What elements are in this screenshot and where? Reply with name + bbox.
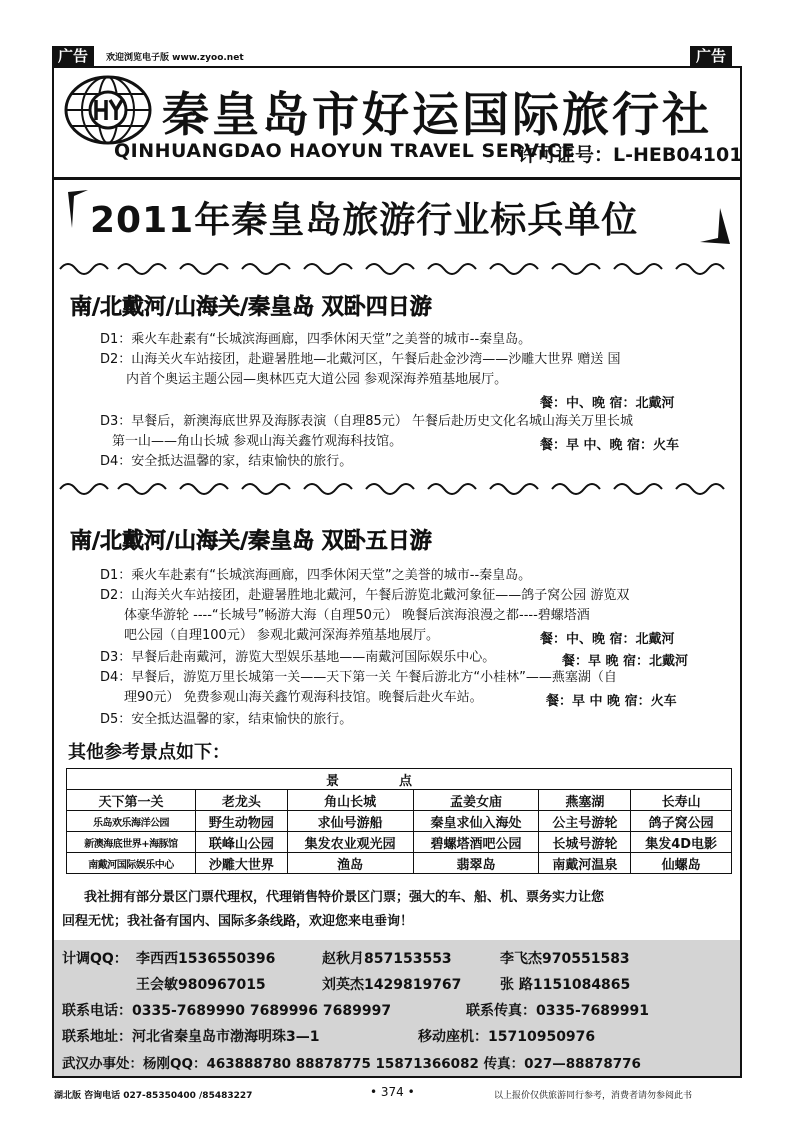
contact-address: 联系地址：河北省秦皇岛市渤海明珠3—1 xyxy=(62,1029,320,1045)
table-header: 景点 xyxy=(67,769,732,790)
browse-text: 欢迎浏览电子版 www.zyoo.net xyxy=(106,53,244,63)
tour2-meal-d4: 餐：早 中 晚 宿：火车 xyxy=(546,694,677,709)
tour2-line: D3：早餐后赴南戴河，游览大型娱乐基地——南戴河国际娱乐中心。 xyxy=(100,650,496,665)
company-header xyxy=(54,68,743,180)
ad-badge-right: 广告 xyxy=(690,46,732,66)
table-row xyxy=(67,853,732,874)
table-cell: 秦皇求仙入海处 xyxy=(413,811,539,832)
table-cell: 碧螺塔酒吧公园 xyxy=(413,832,539,853)
contact-fax: 联系传真：0335-7689991 xyxy=(466,1003,649,1019)
tour2-line: D4：早餐后，游览万里长城第一关——天下第一关 午餐后游北方“小桂林”——燕塞湖（自 xyxy=(100,670,617,685)
table-cell: 仙螺岛 xyxy=(631,853,732,874)
tour1-meal-d2: 餐：中、晚 宿：北戴河 xyxy=(540,396,675,411)
tour1-line: D3：早餐后，新澳海底世界及海豚表演（自理85元） 午餐后赴历史文化名城山海关万里长城 xyxy=(100,414,633,429)
table-cell: 鸽子窝公园 xyxy=(631,811,732,832)
table-cell: 集发农业观光园 xyxy=(287,832,413,853)
contact-phone: 联系电话：0335-7689990 7689996 7689997 xyxy=(62,1003,392,1019)
table-cell: 南戴河温泉 xyxy=(539,853,631,874)
table-cell: 长寿山 xyxy=(631,790,732,811)
qq-contact: 李西西1536550396 xyxy=(136,951,276,967)
spots-heading: 其他参考景点如下： xyxy=(68,742,230,763)
table-cell: 新澳海底世界+海豚馆 xyxy=(67,832,196,853)
table-row xyxy=(67,769,732,790)
swirl-ornament-icon xyxy=(58,480,738,498)
table-row xyxy=(67,790,732,811)
license-number: 许可证号：L-HEB04101 xyxy=(518,144,743,166)
agency-note: 我社拥有部分景区门票代理权，代理销售特价景区门票；强大的车、船、机、票务实力让您 xyxy=(84,890,605,905)
qq-contact: 王会敏980967015 xyxy=(136,977,266,993)
swirl-ornament-icon xyxy=(58,260,738,278)
table-cell: 乐岛欢乐海洋公园 xyxy=(67,811,196,832)
table-cell: 老龙头 xyxy=(195,790,287,811)
tour1-line: D4：安全抵达温馨的家，结束愉快的旅行。 xyxy=(100,454,353,469)
wuhan-office: 武汉办事处：杨刚QQ：463888780 88878775 15871366082 传真：027—88878776 xyxy=(62,1056,641,1072)
table-cell: 孟姜女庙 xyxy=(413,790,539,811)
table-cell: 公主号游轮 xyxy=(539,811,631,832)
tour1-line: D2：山海关火车站接团，赴避暑胜地—北戴河区，午餐后赴金沙湾——沙雕大世界 赠送 国 xyxy=(100,352,621,367)
table-cell: 沙雕大世界 xyxy=(195,853,287,874)
tour1-title: 南/北戴河/山海关/秦皇岛 双卧四日游 xyxy=(70,295,432,320)
globe-logo-icon xyxy=(62,74,154,146)
agency-note: 回程无忧；我社备有国内、国际多条线路，欢迎您来电垂询！ xyxy=(62,914,414,929)
table-cell: 求仙号游船 xyxy=(287,811,413,832)
tour2-line: 理90元） 免费参观山海关鑫竹观海科技馆。晚餐后赴火车站。 xyxy=(124,690,483,705)
tour2-line: 体豪华游轮 ----“长城号”畅游大海（自理50元） 晚餐后滨海浪漫之都----碧螺塔酒 xyxy=(124,608,590,623)
table-row xyxy=(67,811,732,832)
company-name-en: QINHUANGDAO HAOYUN TRAVEL SERVICE xyxy=(114,140,575,162)
table-cell: 天下第一关 xyxy=(67,790,196,811)
award-title: 2011年秦皇岛旅游行业标兵单位 xyxy=(90,200,639,241)
page-number: • 374 • xyxy=(370,1085,415,1099)
table-cell: 长城号游轮 xyxy=(539,832,631,853)
tour2-line: D1：乘火车赴素有“长城滨海画廊，四季休闲天堂”之美誉的城市--秦皇岛。 xyxy=(100,568,532,583)
table-cell: 南戴河国际娱乐中心 xyxy=(67,853,196,874)
table-cell: 联峰山公园 xyxy=(195,832,287,853)
ad-badge-left: 广告 xyxy=(52,46,94,66)
tour2-meal-d2: 餐：中、晚 宿：北戴河 xyxy=(540,632,675,647)
tour1-meal-d3: 餐：早 中、晚 宿：火车 xyxy=(540,438,680,453)
qq-contact: 赵秋月857153553 xyxy=(322,951,452,967)
contact-mobile: 移动座机：15710950976 xyxy=(418,1029,596,1045)
table-row xyxy=(67,832,732,853)
table-cell: 翡翠岛 xyxy=(413,853,539,874)
table-cell: 燕塞湖 xyxy=(539,790,631,811)
table-cell: 集发4D电影 xyxy=(631,832,732,853)
tour2-line: 吧公园（自理100元） 参观北戴河深海养殖基地展厅。 xyxy=(124,628,439,643)
tour1-line: D1：乘火车赴素有“长城滨海画廊，四季休闲天堂”之美誉的城市--秦皇岛。 xyxy=(100,332,532,347)
footer-left: 湖北版 咨询电话 027-85350400 /85483227 xyxy=(54,1091,253,1101)
tour1-line: 第一山——角山长城 参观山海关鑫竹观海科技馆。 xyxy=(112,434,403,449)
spots-table xyxy=(66,768,732,874)
company-name-cn: 秦皇岛市好运国际旅行社 xyxy=(162,88,712,143)
tour2-meal-d3: 餐：早 晚 宿：北戴河 xyxy=(562,654,689,669)
table-cell: 野生动物园 xyxy=(195,811,287,832)
qq-contact: 张 路1151084865 xyxy=(500,977,631,993)
footer-right: 以上报价仅供旅游同行参考，消费者请勿参阅此书 xyxy=(494,1091,693,1101)
qq-label: 计调QQ： xyxy=(62,951,128,967)
table-cell: 角山长城 xyxy=(287,790,413,811)
tour2-line: D2：山海关火车站接团，赴避暑胜地北戴河，午餐后游览北戴河象征——鸽子窝公园 游览双 xyxy=(100,588,630,603)
tour2-line: D5：安全抵达温馨的家，结束愉快的旅行。 xyxy=(100,712,353,727)
qq-contact: 李飞杰970551583 xyxy=(500,951,630,967)
ornament-divider xyxy=(58,480,738,498)
qq-contact: 刘英杰1429819767 xyxy=(322,977,462,993)
table-cell: 渔岛 xyxy=(287,853,413,874)
ornament-divider xyxy=(58,260,738,278)
tour1-line: 内首个奥运主题公园—奥林匹克大道公园 参观深海养殖基地展厅。 xyxy=(126,372,508,387)
tour2-title: 南/北戴河/山海关/秦皇岛 双卧五日游 xyxy=(70,529,432,554)
